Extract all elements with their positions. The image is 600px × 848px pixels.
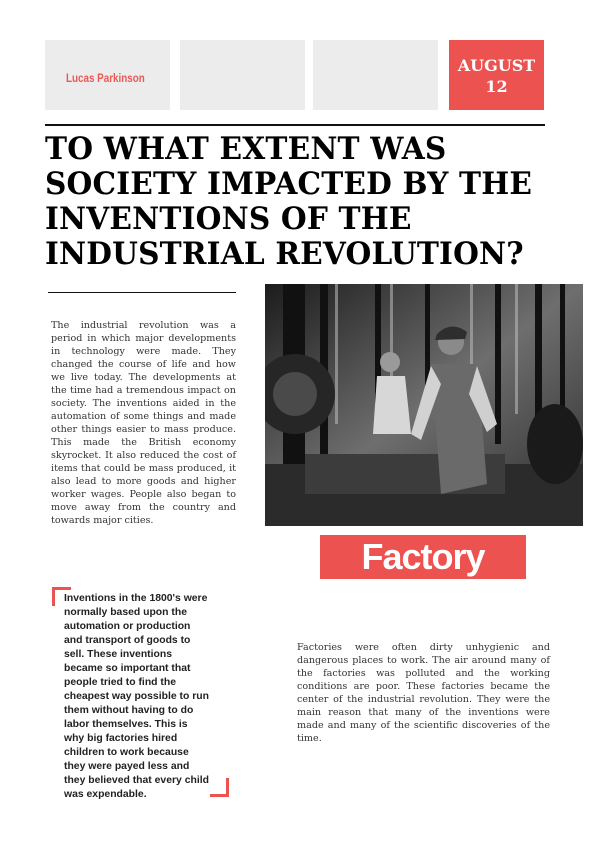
factory-photo-illustration [265,284,583,526]
intro-paragraph: The industrial revolution was a period in which major developments in technology were made. They changed the course of life and how we live today. The developments at the time had a tremendous impact on society. The inventions aided in the automation of some things and made other things easier to mass produce. This made the British economy skyrocket. It also reduced the cost of items that could be mass produced, it also lead to more goods and higher worker wages. People also began to move away from the country and towards major cities. [51,320,236,526]
intro-divider [48,292,236,293]
header-box-3 [313,40,438,110]
factories-paragraph: Factories were often dirty unhygienic and dangerous places to work. The air around many of the factories was polluted and the working conditions are poor. These factories became the center of the industrial revolution. They were the main reason that many of the inventions were made and many of the scientific discoveries of the time. [297,642,550,744]
photo-caption: Factory Work [320,535,526,579]
factory-photo [265,284,583,526]
date-badge [449,40,544,110]
pull-quote: Inventions in the 1800's were normally based upon the automation or production and transport of goods to sell. These inventions became so important that people tried to find the cheapest way possible to run them without having to do labor themselves. This is why big factories hired children to work because they were payed less and they believed that every child was expendable. [64,593,209,800]
header-box-2 [180,40,305,110]
author-name: Lucas Parkinson [66,71,145,85]
header-box-author [45,40,170,110]
page-title: TO WHAT EXTENT WAS SOCIETY IMPACTED BY THE INVENTIONS OF THE INDUSTRIAL REVOLUTION? [45,131,533,272]
header-divider [45,124,545,126]
date-text: AUGUST 12 [457,56,536,96]
quote-bracket-bottom [210,778,229,797]
